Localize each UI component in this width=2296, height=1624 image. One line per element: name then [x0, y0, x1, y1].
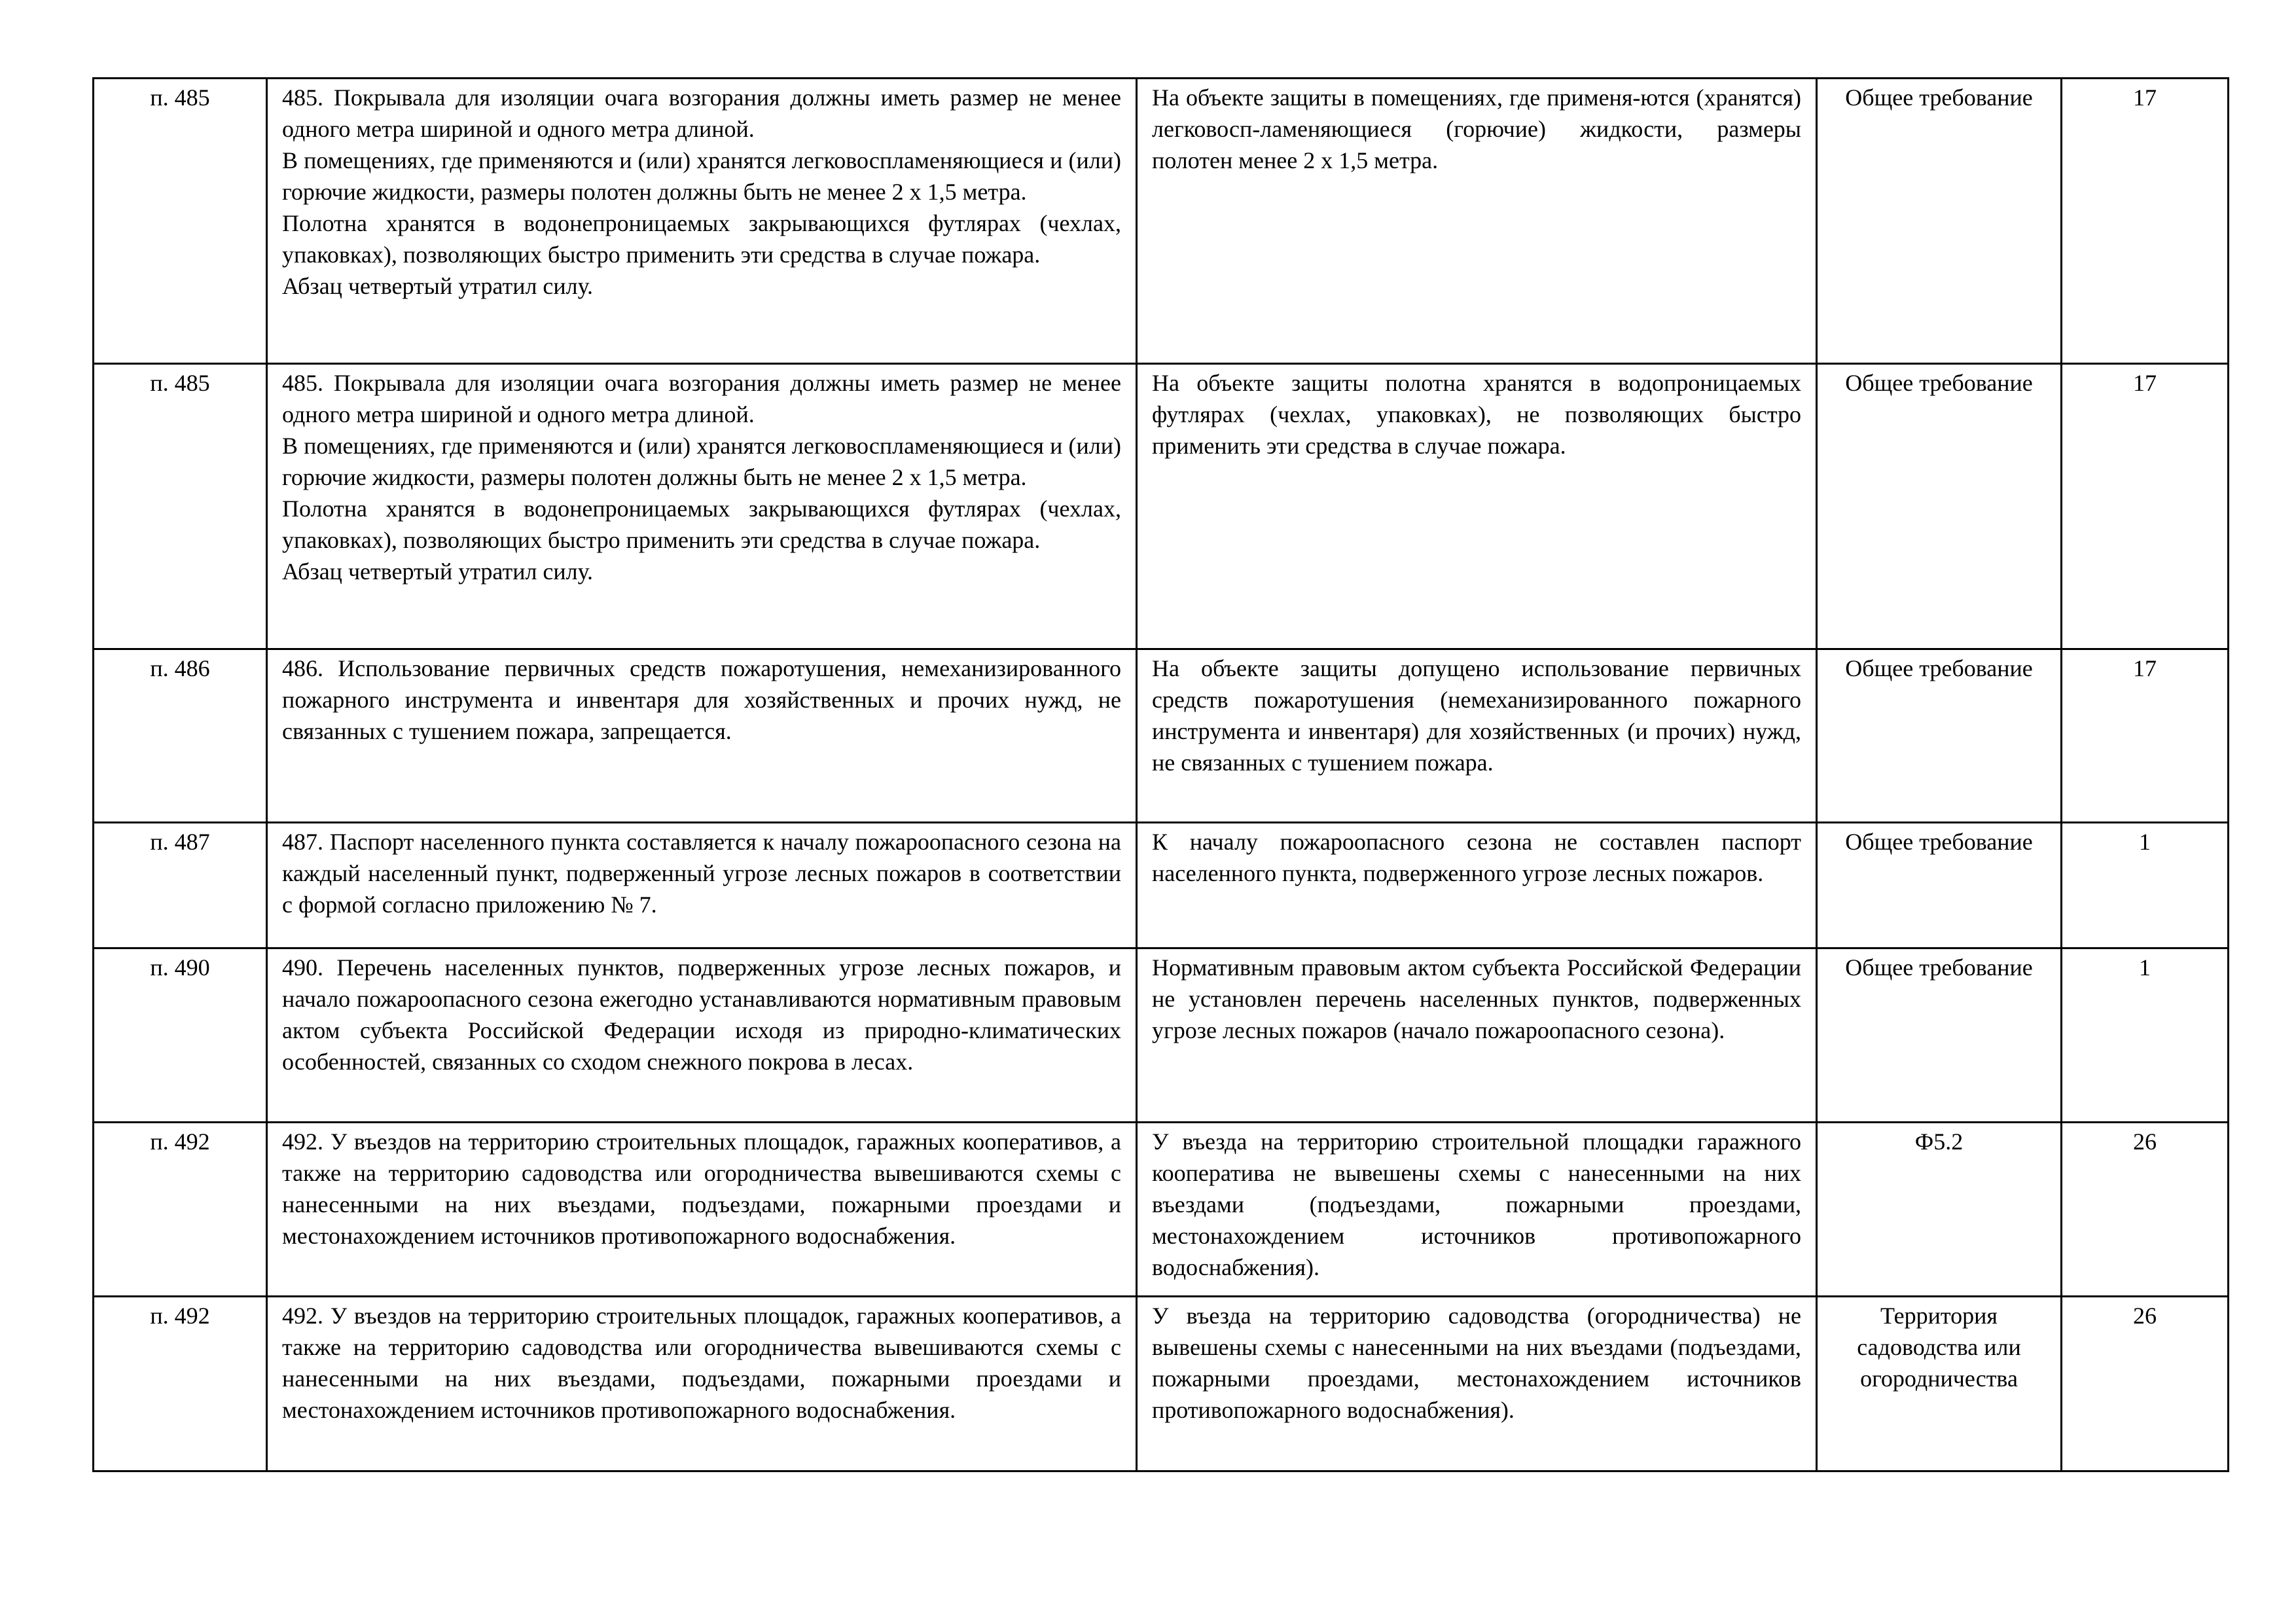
code-cell — [2062, 79, 2229, 364]
category-cell — [1817, 1123, 2062, 1297]
code-cell — [2062, 948, 2229, 1123]
clause-ref: п. 485 — [150, 370, 210, 396]
violation-text: К началу пожароопасного сезона не составлен паспорт населенного пункта, подверженного угрозе лесных пожаров. — [1152, 829, 1801, 886]
requirement-paragraph: 492. У въездов на территорию строительных площадок, гаражных кооперативов, а также на территорию садоводства или огородничества вывешиваются схемы с нанесенными на них въездами, подъездами, пожарными проездами и местонахождением источников противопожарного водоснабжения. — [282, 1303, 1121, 1423]
requirement-paragraph: Абзац четвертый утратил силу. — [282, 558, 594, 585]
violation-text: На объекте защиты допущено использование первичных средств пожаротушения (немеханизированного пожарного инструмента и инвентаря) для хозяйственных (и прочих) нужд, не связанных с тушением пожара. — [1152, 655, 1801, 776]
requirement-paragraph: В помещениях, где применяются и (или) хранятся легковоспламеняющиеся и (или) горючие жидкости, размеры полотен должны быть не менее 2 x 1,5 метра. — [282, 147, 1121, 205]
clause-ref-cell — [94, 823, 267, 948]
requirement-cell — [267, 1123, 1137, 1297]
table-row — [94, 649, 2229, 823]
requirement-cell — [267, 823, 1137, 948]
requirement-cell — [267, 948, 1137, 1123]
code-cell — [2062, 1297, 2229, 1471]
violation-cell — [1137, 823, 1817, 948]
table-row — [94, 364, 2229, 649]
category-text: Общее требование — [1845, 829, 2033, 855]
violation-cell — [1137, 1123, 1817, 1297]
violation-cell — [1137, 1297, 1817, 1471]
requirement-paragraph: Абзац четвертый утратил силу. — [282, 273, 594, 299]
requirement-paragraph: 487. Паспорт населенного пункта составляется к началу пожароопасного сезона на каждый населенный пункт, подверженный угрозе лесных пожаров в соответствии с формой согласно приложению № 7. — [282, 829, 1121, 918]
clause-ref: п. 492 — [150, 1303, 210, 1329]
code-cell — [2062, 649, 2229, 823]
requirement-paragraph: 485. Покрывала для изоляции очага возгорания должны иметь размер не менее одного метра шириной и одного метра длиной. — [282, 84, 1121, 142]
category-cell — [1817, 79, 2062, 364]
category-cell — [1817, 948, 2062, 1123]
category-text: Территория садоводства или огородничества — [1857, 1303, 2021, 1392]
violation-cell — [1137, 79, 1817, 364]
violation-text: У въезда на территорию садоводства (огородничества) не вывешены схемы с нанесенными на них въездами (подъездами, пожарными проездами, местонахождением источников противопожарного водоснабжения). — [1152, 1303, 1801, 1423]
requirement-paragraph: 485. Покрывала для изоляции очага возгорания должны иметь размер не менее одного метра шириной и одного метра длиной. — [282, 370, 1121, 427]
category-text: Ф5.2 — [1914, 1128, 1964, 1155]
category-text: Общее требование — [1845, 954, 2033, 981]
category-cell — [1817, 823, 2062, 948]
requirement-paragraph: Полотна хранятся в водонепроницаемых закрывающихся футлярах (чехлах, упаковках), позволяющих быстро применить эти средства в случае пожара. — [282, 210, 1121, 268]
requirement-paragraph: 486. Использование первичных средств пожаротушения, немеханизированного пожарного инструмента и инвентаря для хозяйственных и прочих нужд, не связанных с тушением пожара, запрещается. — [282, 655, 1121, 744]
category-text: Общее требование — [1845, 370, 2033, 396]
clause-ref-cell — [94, 649, 267, 823]
violation-cell — [1137, 649, 1817, 823]
violation-cell — [1137, 364, 1817, 649]
code-cell — [2062, 823, 2229, 948]
violation-cell — [1137, 948, 1817, 1123]
clause-ref: п. 485 — [150, 84, 210, 111]
clause-ref-cell — [94, 364, 267, 649]
code-value: 17 — [2133, 655, 2157, 681]
category-text: Общее требование — [1845, 84, 2033, 111]
code-value: 26 — [2133, 1128, 2157, 1155]
requirement-paragraph: 490. Перечень населенных пунктов, подверженных угрозе лесных пожаров, и начало пожароопасного сезона ежегодно устанавливаются нормативным правовым актом субъекта Российской Федерации исходя из природно-климатических особенностей, связанных со сходом снежного покрова в лесах. — [282, 954, 1121, 1075]
category-text: Общее требование — [1845, 655, 2033, 681]
code-value: 26 — [2133, 1303, 2157, 1329]
code-value: 1 — [2139, 954, 2151, 981]
clause-ref: п. 490 — [150, 954, 210, 981]
code-cell — [2062, 1123, 2229, 1297]
code-cell — [2062, 364, 2229, 649]
requirement-cell — [267, 364, 1137, 649]
clause-ref: п. 486 — [150, 655, 210, 681]
table-row — [94, 79, 2229, 364]
requirement-paragraph: Полотна хранятся в водонепроницаемых закрывающихся футлярах (чехлах, упаковках), позволяющих быстро применить эти средства в случае пожара. — [282, 496, 1121, 553]
clause-ref-cell — [94, 1297, 267, 1471]
clause-ref-cell — [94, 79, 267, 364]
clause-ref-cell — [94, 948, 267, 1123]
violation-text: На объекте защиты полотна хранятся в водопроницаемых футлярах (чехлах, упаковках), не позволяющих быстро применить эти средства в случае пожара. — [1152, 370, 1801, 459]
table-row — [94, 948, 2229, 1123]
clause-ref: п. 492 — [150, 1128, 210, 1155]
table-row — [94, 823, 2229, 948]
category-cell — [1817, 649, 2062, 823]
requirement-cell — [267, 1297, 1137, 1471]
code-value: 17 — [2133, 370, 2157, 396]
clause-ref: п. 487 — [150, 829, 210, 855]
requirements-table — [92, 77, 2229, 1472]
category-cell — [1817, 364, 2062, 649]
code-value: 1 — [2139, 829, 2151, 855]
requirement-paragraph: 492. У въездов на территорию строительных площадок, гаражных кооперативов, а также на территорию садоводства или огородничества вывешиваются схемы с нанесенными на них въездами, подъездами, пожарными проездами и местонахождением источников противопожарного водоснабжения. — [282, 1128, 1121, 1249]
violation-text: Нормативным правовым актом субъекта Российской Федерации не установлен перечень населенных пунктов, подверженных угрозе лесных пожаров (начало пожароопасного сезона). — [1152, 954, 1801, 1043]
clause-ref-cell — [94, 1123, 267, 1297]
violation-text: У въезда на территорию строительной площадки гаражного кооператива не вывешены схемы с нанесенными на них въездами (подъездами, пожарными проездами, местонахождением источников противопожарного водоснабжения). — [1152, 1128, 1801, 1280]
requirement-paragraph: В помещениях, где применяются и (или) хранятся легковоспламеняющиеся и (или) горючие жидкости, размеры полотен должны быть не менее 2 x 1,5 метра. — [282, 433, 1121, 490]
code-value: 17 — [2133, 84, 2157, 111]
table-row — [94, 1123, 2229, 1297]
table-row — [94, 1297, 2229, 1471]
requirement-cell — [267, 649, 1137, 823]
requirement-cell — [267, 79, 1137, 364]
violation-text: На объекте защиты в помещениях, где применя-ются (хранятся) легковосп-ламеняющиеся (горючие) жидкости, размеры полотен менее 2 х 1,5 метра. — [1152, 84, 1801, 173]
category-cell — [1817, 1297, 2062, 1471]
